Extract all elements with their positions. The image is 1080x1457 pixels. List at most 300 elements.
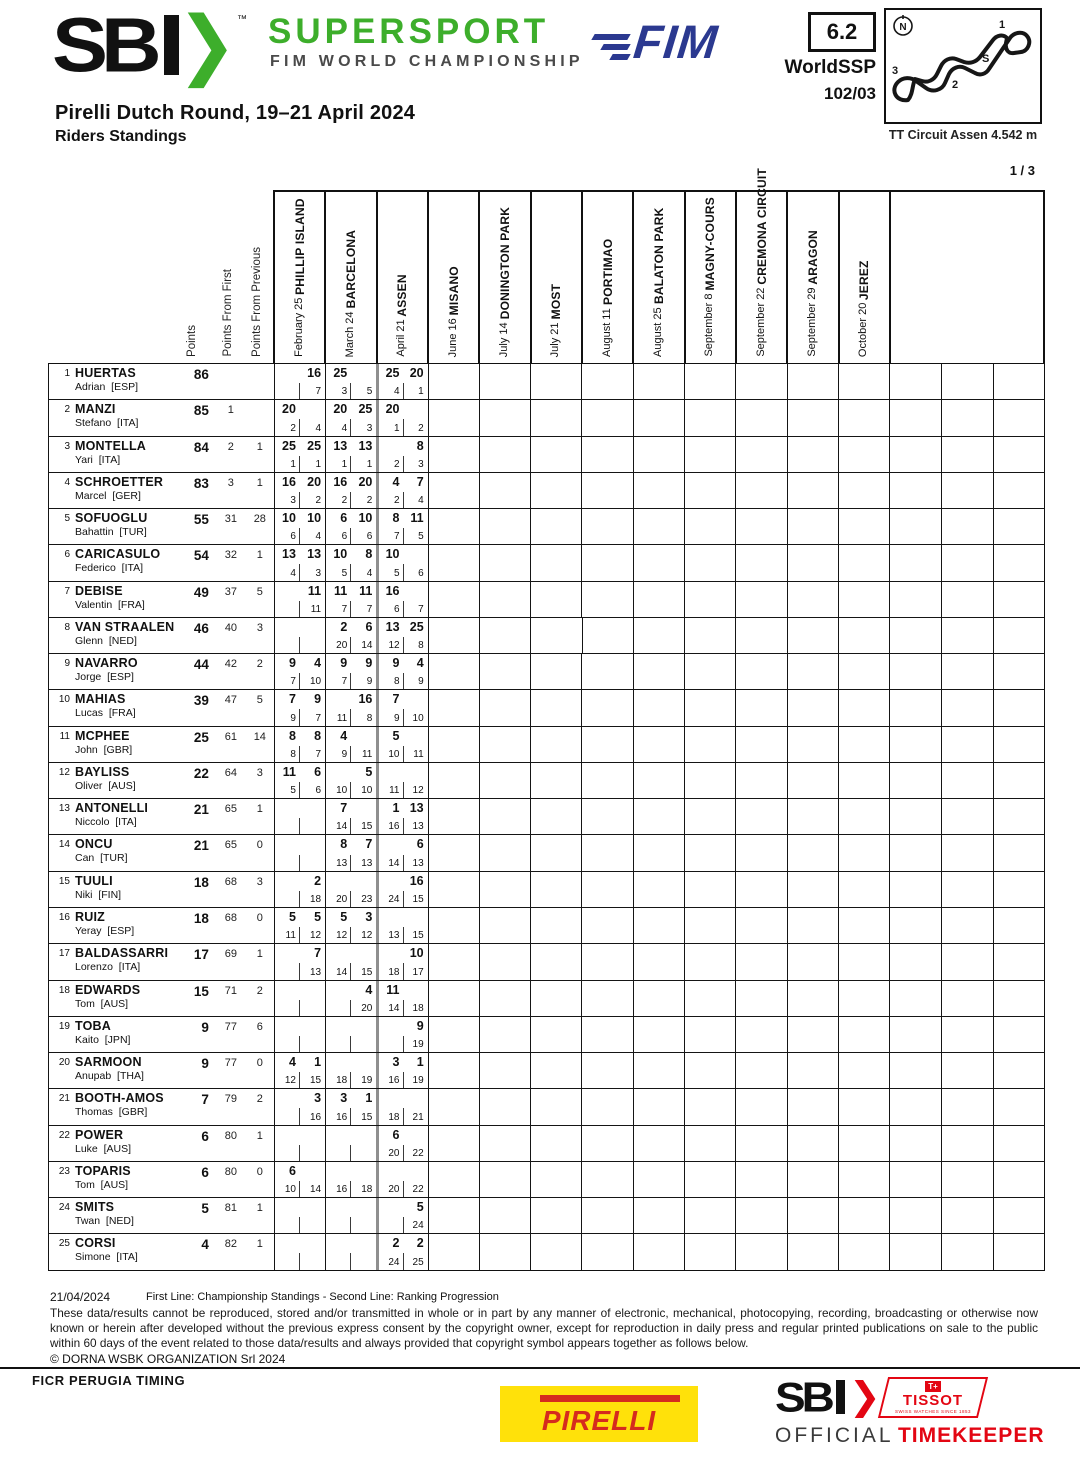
race1-points (839, 585, 860, 597)
race2-points (761, 1129, 782, 1141)
race2-points (864, 984, 885, 996)
blank-cell (889, 1126, 941, 1161)
rider-firstname-nation: Niki [FIN] (75, 888, 122, 901)
race1-points (582, 1129, 603, 1141)
rider-name-line (55, 910, 171, 925)
race-date: September 29 (805, 287, 818, 357)
race1-points (326, 947, 347, 959)
rider-surname: NAVARRO (75, 656, 138, 671)
blank-cell (993, 944, 1045, 979)
race-result-cell (684, 1198, 735, 1233)
rider-points-from-first: 37 (224, 585, 237, 598)
race1-ranking (634, 1258, 655, 1268)
race2-ranking (351, 1040, 372, 1050)
race-result-cell (787, 763, 838, 798)
race1-result (326, 872, 351, 907)
race1-result (634, 799, 659, 834)
blank-cell (889, 473, 941, 508)
race1-ranking (839, 1004, 860, 1014)
race1-result (582, 437, 607, 472)
race1-ranking (788, 387, 809, 397)
race1-points (480, 440, 501, 452)
race2-ranking (659, 1113, 680, 1123)
race1-points (583, 621, 604, 633)
race-result-cell (530, 545, 581, 580)
race1-ranking (736, 1149, 757, 1159)
rider-surname: TOBA (75, 1018, 111, 1033)
rider-points-from-previous: 1 (256, 440, 263, 453)
blank-cell (889, 437, 941, 472)
race-result-cell (530, 437, 581, 472)
race1-points (634, 911, 655, 923)
race1-ranking (275, 1221, 296, 1231)
series-title: SUPERSPORT (268, 12, 550, 51)
race2-result (351, 654, 376, 689)
race1-points (480, 1092, 501, 1104)
rider-points: 6 (201, 1164, 209, 1180)
race1-result (736, 618, 761, 653)
race2-points (454, 440, 475, 452)
race2-result (659, 545, 684, 580)
race1-result (788, 727, 813, 762)
race2-ranking (761, 895, 782, 905)
race1-result (736, 1198, 761, 1233)
rider-surname: EDWARDS (75, 982, 141, 997)
race1-ranking (685, 641, 706, 651)
race2-ranking (454, 750, 475, 760)
race1-ranking (531, 569, 552, 579)
race1-points (275, 1092, 296, 1104)
blank-cell (889, 1089, 941, 1124)
race1-points: 7 (288, 692, 296, 707)
official-timekeeper-logo (775, 1374, 1043, 1448)
rider-name-line (55, 765, 171, 780)
blank-cell (993, 654, 1045, 689)
race-result-cell (787, 944, 838, 979)
race1-ranking: 5 (290, 785, 296, 797)
rider-points-from-previous: 1 (256, 1238, 263, 1251)
race1-points: 16 (282, 474, 296, 489)
race2-result (556, 582, 581, 617)
race2-points (761, 657, 782, 669)
race-result-cell (479, 545, 530, 580)
race2-result (864, 1053, 889, 1088)
race-result-cell (376, 509, 427, 544)
race1-ranking (531, 387, 552, 397)
race1-ranking (326, 1258, 347, 1268)
race1-ranking (480, 822, 501, 832)
race1-points (685, 1237, 706, 1249)
race1-ranking: 20 (388, 1147, 400, 1159)
race1-points (788, 476, 809, 488)
race1-result (480, 1198, 505, 1233)
race1-points (736, 657, 757, 669)
race-result-cell (479, 1162, 530, 1197)
race2-ranking (505, 1004, 526, 1014)
race2-result (404, 437, 428, 472)
race-result-cell (530, 473, 581, 508)
race2-points (404, 1129, 424, 1141)
race1-result (582, 654, 607, 689)
race1-ranking (839, 569, 860, 579)
race1-ranking: 7 (290, 676, 296, 688)
race1-result (531, 763, 556, 798)
race2-points: 4 (365, 982, 373, 997)
race2-ranking (813, 569, 834, 579)
rider-name-line (55, 656, 171, 671)
race-date: August 25 (651, 307, 664, 357)
race1-result (429, 690, 454, 725)
race-result-cell (581, 545, 632, 580)
race1-ranking (788, 460, 809, 470)
race2-ranking (505, 931, 526, 941)
race1-points (480, 1165, 501, 1177)
trademark-symbol: ™ (237, 14, 248, 25)
race1-points: 13 (385, 619, 400, 634)
race1-result (685, 872, 710, 907)
race1-points (788, 1056, 809, 1068)
race1-points (634, 585, 655, 597)
page-indicator: 1 / 3 (1009, 163, 1035, 178)
race-result-cell (633, 1126, 684, 1161)
standings-row-caricasulo (48, 544, 1045, 580)
race1-result (379, 618, 403, 653)
race-header-rotated-text (703, 197, 717, 357)
rider-firstname-nation: Jorge [ESP] (75, 671, 134, 684)
race1-ranking (634, 532, 655, 542)
race1-ranking (839, 496, 860, 506)
race1-result (531, 1162, 556, 1197)
race2-points (608, 984, 629, 996)
race1-result (582, 473, 607, 508)
race2-ranking: 15 (361, 1111, 373, 1123)
race1-points (736, 802, 757, 814)
race2-points (761, 440, 782, 452)
rider-points: 83 (193, 475, 209, 491)
race-result-cell (376, 654, 427, 689)
race2-ranking: 6 (315, 785, 322, 797)
race2-ranking (710, 424, 731, 434)
race1-points (429, 1020, 450, 1032)
race-result-cell (428, 1089, 479, 1124)
race2-ranking (505, 569, 526, 579)
rider-points-from-previous: 2 (256, 1093, 263, 1106)
race2-ranking (813, 387, 834, 397)
race2-result (659, 1162, 684, 1197)
race2-points (454, 875, 475, 887)
race-header-rotated-text (549, 284, 563, 357)
race-result-cell (838, 1089, 889, 1124)
race-date: October 20 (857, 302, 870, 357)
race1-points (582, 548, 603, 560)
race-result-cell (633, 908, 684, 943)
race1-ranking: 6 (341, 531, 348, 543)
race2-result (659, 763, 684, 798)
race1-points (531, 512, 552, 524)
race2-points (864, 802, 885, 814)
race-result-cell (838, 944, 889, 979)
race2-result (761, 835, 786, 870)
race1-points (480, 1056, 501, 1068)
race2-result (505, 509, 530, 544)
race1-result (275, 799, 300, 834)
race2-ranking (659, 822, 680, 832)
race1-result (326, 1234, 351, 1269)
race2-points (454, 585, 475, 597)
race1-result (275, 690, 300, 725)
race2-points (608, 947, 629, 959)
race1-points (429, 1056, 450, 1068)
rider-position: 25 (58, 1238, 70, 1250)
race1-ranking (429, 714, 450, 724)
race2-points: 6 (314, 764, 322, 779)
race2-points (505, 1056, 526, 1068)
race2-result (404, 799, 428, 834)
rider-points: 49 (193, 584, 209, 600)
race-header-rotated-text (498, 207, 512, 357)
footer-date: 21/04/2024 (50, 1290, 111, 1304)
race1-ranking: 1 (393, 422, 400, 434)
race2-result (351, 944, 376, 979)
race1-ranking (429, 931, 450, 941)
race1-points (634, 802, 655, 814)
race1-result (685, 763, 710, 798)
race2-ranking (659, 714, 680, 724)
race2-ranking: 3 (315, 567, 322, 579)
timing-provider-label: FICR PERUGIA TIMING (32, 1373, 186, 1388)
sbk-green-arrow-icon: ❯ (176, 3, 238, 88)
blank-cell (941, 690, 993, 725)
race-result-cell (325, 1053, 376, 1088)
rider-points: 17 (193, 947, 209, 963)
race1-result (736, 1053, 761, 1088)
race2-result (659, 944, 684, 979)
race1-result (634, 1198, 659, 1233)
race1-result (582, 690, 607, 725)
race2-ranking (813, 1004, 834, 1014)
race2-result (404, 1234, 428, 1269)
race1-result (634, 473, 659, 508)
race2-ranking (761, 1004, 782, 1014)
race1-result (685, 473, 710, 508)
race2-ranking: 7 (315, 386, 322, 398)
race2-ranking (710, 532, 731, 542)
race2-ranking (505, 1076, 526, 1086)
race1-ranking: 8 (290, 748, 296, 760)
race1-result (685, 545, 710, 580)
race2-result (710, 1126, 735, 1161)
race2-result (608, 944, 633, 979)
race-result-cell (787, 908, 838, 943)
race2-points (608, 1201, 629, 1213)
race2-points (608, 585, 629, 597)
race2-points (556, 403, 577, 415)
race2-points: 6 (416, 837, 424, 852)
race1-result (326, 835, 351, 870)
race2-ranking (556, 895, 577, 905)
race2-result (300, 799, 325, 834)
race2-points (864, 875, 885, 887)
race2-ranking (813, 1076, 834, 1086)
blank-cell (993, 1089, 1045, 1124)
race1-result (531, 473, 556, 508)
race2-result (761, 799, 786, 834)
race-result-cell (735, 1017, 786, 1052)
race1-points (582, 367, 603, 379)
race1-ranking (788, 1076, 809, 1086)
rider-points-from-first: 40 (224, 621, 238, 634)
race2-result (404, 400, 428, 435)
rider-name-cell (49, 690, 171, 725)
race1-result (326, 1198, 351, 1233)
race2-result (710, 1234, 735, 1269)
race-result-cell (274, 364, 325, 399)
race2-points (505, 838, 526, 850)
race-result-cell (274, 1017, 325, 1052)
race1-points (531, 766, 552, 778)
race1-ranking (736, 822, 757, 832)
race2-points (710, 512, 731, 524)
rider-name-line (55, 1019, 171, 1034)
race2-points: 11 (359, 583, 373, 598)
race1-ranking (788, 1185, 809, 1195)
race1-result (839, 872, 864, 907)
rider-points-from-previous: 5 (256, 585, 263, 598)
race-result-cell (684, 727, 735, 762)
race2-ranking (608, 569, 629, 579)
race1-ranking (634, 1040, 655, 1050)
race1-points (480, 947, 501, 959)
race2-ranking (864, 822, 885, 832)
race2-points (761, 730, 782, 742)
rider-points: 9 (201, 1019, 209, 1035)
race2-result (761, 872, 786, 907)
race2-points (864, 693, 885, 705)
race1-points (326, 766, 347, 778)
race-result-cell (838, 1234, 889, 1269)
race2-points (505, 621, 526, 633)
race1-ranking (685, 895, 706, 905)
race2-points (761, 585, 782, 597)
race1-points: 6 (392, 1127, 400, 1142)
race2-ranking: 14 (361, 640, 373, 652)
race2-result (659, 1017, 684, 1052)
race-result-cell (530, 690, 581, 725)
race2-ranking: 7 (315, 748, 322, 760)
rider-points-from-first: 65 (224, 839, 237, 852)
race2-result (300, 1017, 325, 1052)
race2-result (864, 1089, 889, 1124)
race1-points: 6 (340, 511, 348, 526)
race1-result (480, 1234, 505, 1269)
race1-points (379, 1092, 399, 1104)
race-result-cell (735, 763, 786, 798)
race2-ranking (864, 1149, 885, 1159)
race1-result (531, 437, 556, 472)
race2-result (454, 835, 479, 870)
race1-result (788, 1198, 813, 1233)
race1-result (788, 1234, 813, 1269)
race1-points (275, 838, 296, 850)
race1-ranking (480, 569, 501, 579)
race2-ranking (556, 1149, 577, 1159)
race-result-cell (633, 1017, 684, 1052)
race2-result (505, 799, 530, 834)
race1-points (379, 875, 399, 887)
race1-result (275, 981, 300, 1016)
race1-ranking (736, 605, 757, 615)
race2-ranking (864, 641, 885, 651)
race2-result (761, 1198, 786, 1233)
race2-ranking (813, 532, 834, 542)
race2-points (608, 802, 629, 814)
race-result-cell (376, 1162, 427, 1197)
rider-points-from-first: 79 (224, 1093, 237, 1106)
race2-ranking (761, 1149, 782, 1159)
race1-ranking (582, 1149, 603, 1159)
race2-result (864, 509, 889, 544)
race1-points (736, 1201, 757, 1213)
race2-ranking: 3 (418, 458, 424, 470)
race2-ranking (608, 1258, 629, 1268)
race1-points (480, 1201, 501, 1213)
race2-ranking: 18 (412, 1002, 424, 1014)
race2-ranking: 9 (366, 676, 373, 688)
race-result-cell (581, 763, 632, 798)
race2-ranking (505, 1113, 526, 1123)
race1-result (326, 509, 351, 544)
race2-points (404, 585, 424, 597)
race2-points (454, 548, 475, 560)
race1-points (531, 548, 552, 560)
race2-result (505, 364, 530, 399)
race1-ranking (634, 1221, 655, 1231)
race1-ranking (275, 1004, 296, 1014)
race2-result (608, 763, 633, 798)
race1-points (429, 585, 450, 597)
race2-result (659, 799, 684, 834)
blank-cell (889, 908, 941, 943)
race2-ranking: 6 (366, 531, 373, 543)
race-result-cell (376, 872, 427, 907)
rider-points: 46 (193, 620, 209, 636)
race2-ranking (761, 605, 782, 615)
rider-position: 8 (64, 621, 70, 633)
race1-ranking (788, 1040, 809, 1050)
race2-points (300, 1020, 321, 1032)
race1-result (379, 799, 403, 834)
race2-result (761, 509, 786, 544)
rider-name-line (55, 1128, 171, 1143)
race-result-cell (274, 545, 325, 580)
race-result-cell (325, 872, 376, 907)
race-result-cell (479, 690, 530, 725)
race2-ranking: 10 (412, 712, 424, 724)
race2-result (659, 835, 684, 870)
race-result-cell (735, 545, 786, 580)
race2-points (659, 657, 680, 669)
race1-result (839, 835, 864, 870)
race2-result (864, 618, 889, 653)
race-result-cell (838, 1053, 889, 1088)
race2-result (864, 908, 889, 943)
race2-ranking (454, 1040, 475, 1050)
race1-result (275, 1162, 300, 1197)
rider-points: 5 (201, 1201, 209, 1217)
race-result-cell (581, 1234, 632, 1269)
rider-points-from-first: 61 (224, 730, 237, 743)
race-result-cell (684, 981, 735, 1016)
